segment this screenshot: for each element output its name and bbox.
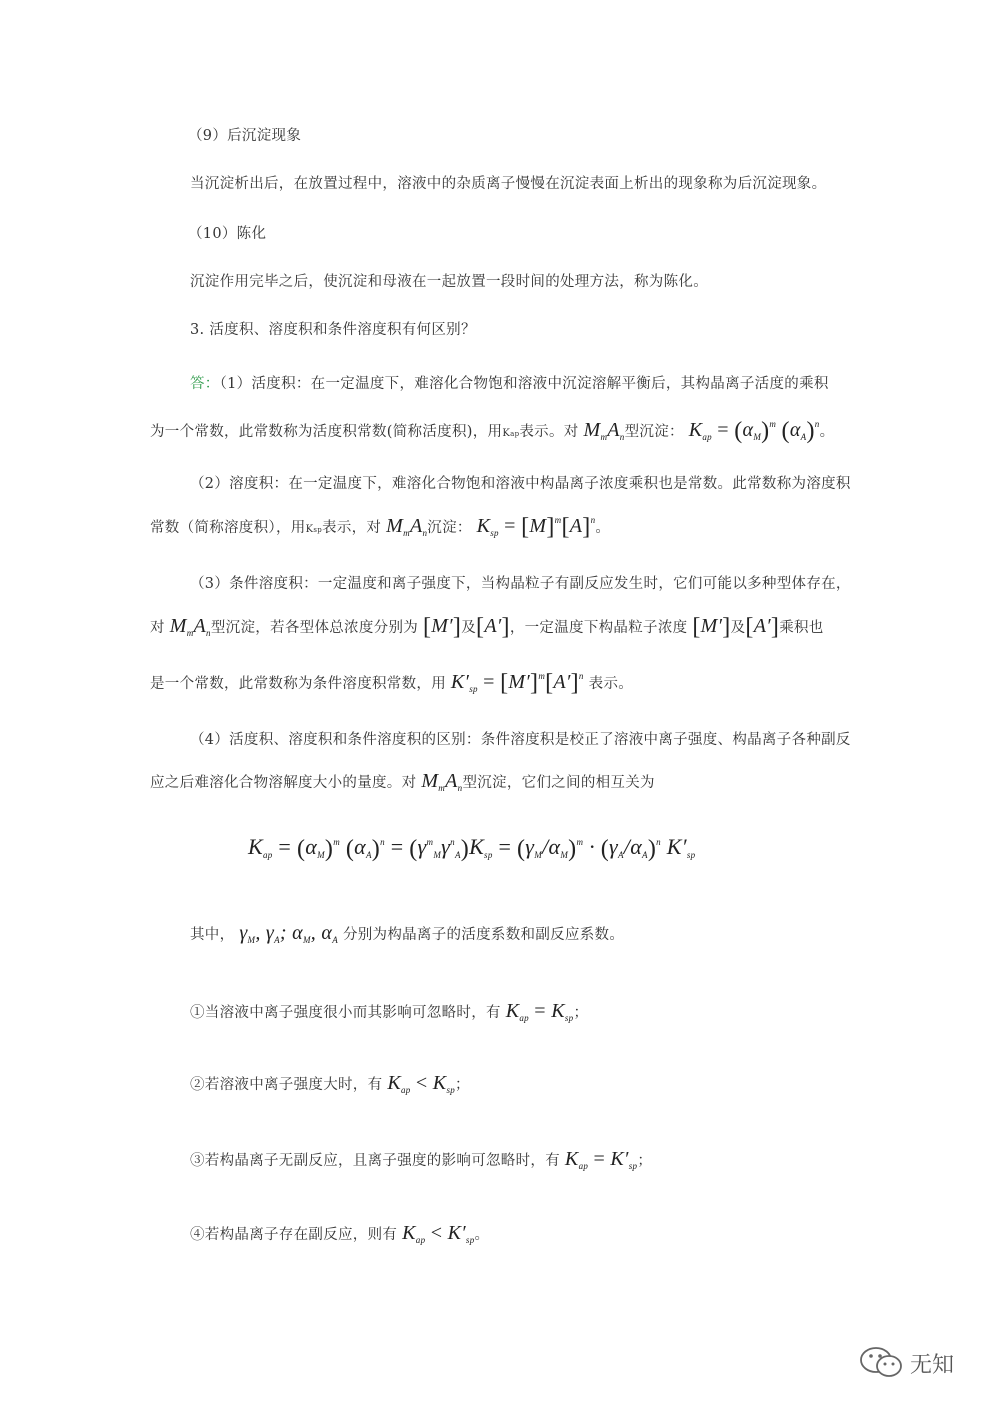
formula-kap-lt-ksp: $K_{ap} < K_{sp}$ [387, 1072, 456, 1095]
formula-MmAn: $M_mA_n$ [421, 770, 463, 793]
formula-A-prime: [A′] [476, 614, 510, 640]
formula-ksp-prime: $K'_{sp} = [M']^m[A']^n$ [450, 670, 584, 696]
formula-MmAn: $M_mA_n$ [583, 419, 625, 442]
watermark-text: 无知 [910, 1353, 955, 1378]
case-3: ③若构晶离子无副反应，且离子强度的影响可忽略时，有 $K_{ap} = K'_{sp}$； [190, 1148, 653, 1171]
formula-kap-lt-ksp-prime: $K_{ap} < K'_{sp}$ [402, 1222, 475, 1245]
formula-ksp: $K_{sp} = [M]^m[A]^n$ [476, 514, 596, 540]
section-10-title: （10）陈化 [188, 226, 267, 242]
answer-p4-line2: 应之后难溶化合物溶解度大小的量度。对 $M_mA_n$型沉淀，它们之间的相互关为 [150, 770, 655, 793]
answer-p1-line1: 答：（1）活度积：在一定温度下，难溶化合物饱和溶液中沉淀溶解平衡后，其构晶离子活度的乘积 [190, 376, 829, 392]
answer-p2-line1: （2）溶度积：在一定温度下，难溶化合物饱和溶液中构晶离子浓度乘积也是常数。此常数称为溶度积 [190, 476, 851, 492]
answer-p2-line2: 常数（简称溶度积），用Ksp表示，对 $M_mA_n$沉淀： $K_{sp} = [M]^m[A]^n$。 [150, 514, 611, 540]
answer-p3-line1: （3）条件溶度积：一定温度和离子强度下，当构晶粒子有副反应发生时，它们可能以多种型体存在， [190, 576, 851, 592]
case-2: ②若溶液中离子强度大时，有 $K_{ap} < K_{sp}$； [190, 1072, 470, 1095]
section-10-body: 沉淀作用完毕之后，使沉淀和母液在一起放置一段时间的处理方法，称为陈化。 [190, 274, 708, 290]
answer-p1-line2: 为一个常数，此常数称为活度积常数(简称活度积)，用Kap表示。对 $M_mA_n$型沉淀： $K_{ap} = (\alpha_M)^m$ $(\alpha_A)^n$。 [150, 418, 835, 444]
wechat-icon [858, 1344, 906, 1380]
formula-MmAn: $M_mA_n$ [386, 515, 428, 538]
formula-relation: $K_{ap} = (\alpha_M)^m$ $(\alpha_A)^n = (\gamma^m_M\gamma^n_A)K_{sp} = (\gamma_M/\alpha_M)^m \cdot (\gamma_A/\alpha_A)^n$ $K'_{sp}$ [248, 834, 696, 862]
formula-kap: $K_{ap} = (\alpha_M)^m$ $(\alpha_A)^n$ [688, 418, 820, 444]
case-1: ①当溶液中离子强度很小而其影响可忽略时，有 $K_{ap} = K_{sp}$； [190, 1000, 589, 1023]
case-4: ④若构晶离子存在副反应，则有 $K_{ap} < K'_{sp}$。 [190, 1222, 490, 1245]
answer-p3-line2: 对 $M_mA_n$型沉淀，若各型体总浓度分别为 [M′]及[A′]，一定温度下构晶粒子浓度 [M′]及[A′]乘积也 [150, 614, 824, 640]
answer-p3-line3: 是一个常数，此常数称为条件溶度积常数，用 $K'_{sp} = [M']^m[A']^n$ 表示。 [150, 670, 634, 696]
section-9-body: 当沉淀析出后，在放置过程中，溶液中的杂质离子慢慢在沉淀表面上析出的现象称为后沉淀现象。 [190, 176, 827, 192]
answer-p4-line1: （4）活度积、溶度积和条件溶度积的区别：条件溶度积是校正了溶液中离子强度、构晶离子各种副反 [190, 732, 851, 748]
section-9-title: （9）后沉淀现象 [188, 128, 302, 144]
where-line: 其中， $\gamma_M$, $\gamma_A$; $\alpha_M$, $\alpha_A$ 分别为构晶离子的活度系数和副反应系数。 [190, 922, 625, 945]
watermark [858, 1344, 968, 1380]
formula-kap-eq-ksp-prime: $K_{ap} = K'_{sp}$ [564, 1148, 638, 1171]
formula-coefficients: $\gamma_M$, $\gamma_A$; $\alpha_M$, $\alpha_A$ [239, 922, 339, 945]
formula-MmAn: $M_mA_n$ [169, 615, 211, 638]
formula-A-prime: [A′] [745, 614, 780, 640]
formula-kap-eq-ksp: $K_{ap} = K_{sp}$ [505, 1000, 574, 1023]
formula-M-prime: [M′] [692, 614, 731, 640]
question-3: 3. 活度积、溶度积和条件溶度积有何区别？ [190, 322, 476, 338]
formula-M-prime: [M′] [422, 614, 462, 640]
answer-label: 答： [190, 376, 220, 392]
